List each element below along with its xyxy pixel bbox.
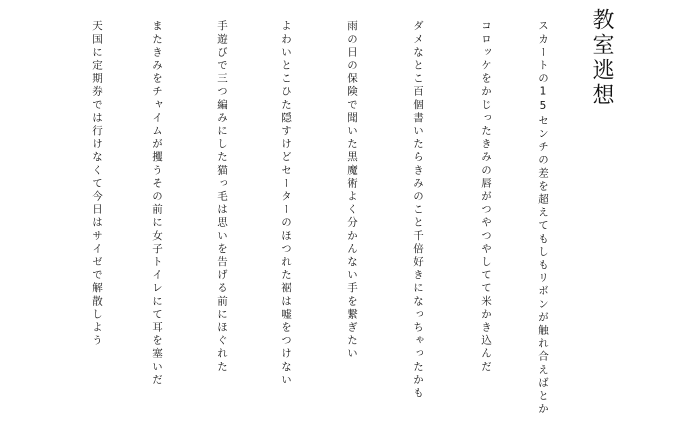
poem-line-1: スカートの15センチの差を超えてもしもリボンが触れ合えばとか xyxy=(537,20,549,416)
poem-title: 教室逃想 xyxy=(589,8,614,108)
poem-line-8: 天国に定期券では行けなくて今日はサイゼで解散しよう xyxy=(91,20,103,348)
poem-line-3: ダメなとこ百個書いたらきみのこと千倍好きになっちゃったかも xyxy=(412,20,424,400)
poem-line-5: よわいとこひた隠すけどセーターのほつれた裾は嘘をつけない xyxy=(280,20,292,387)
poem-line-2: コロッケをかじったきみの唇がつやつやしてて米かき込んだ xyxy=(480,20,492,374)
poem-line-6: 手遊びで三つ編みにした猫っ毛は思いを告げる前にほぐれた xyxy=(216,20,228,374)
poem-line-7: またきみをチャイムが攫うその前に女子トイレにて耳を塞いだ xyxy=(151,20,163,387)
poem-line-4: 雨の日の保険で聞いた黒魔術よく分かんない手を繋ぎたい xyxy=(346,20,358,361)
